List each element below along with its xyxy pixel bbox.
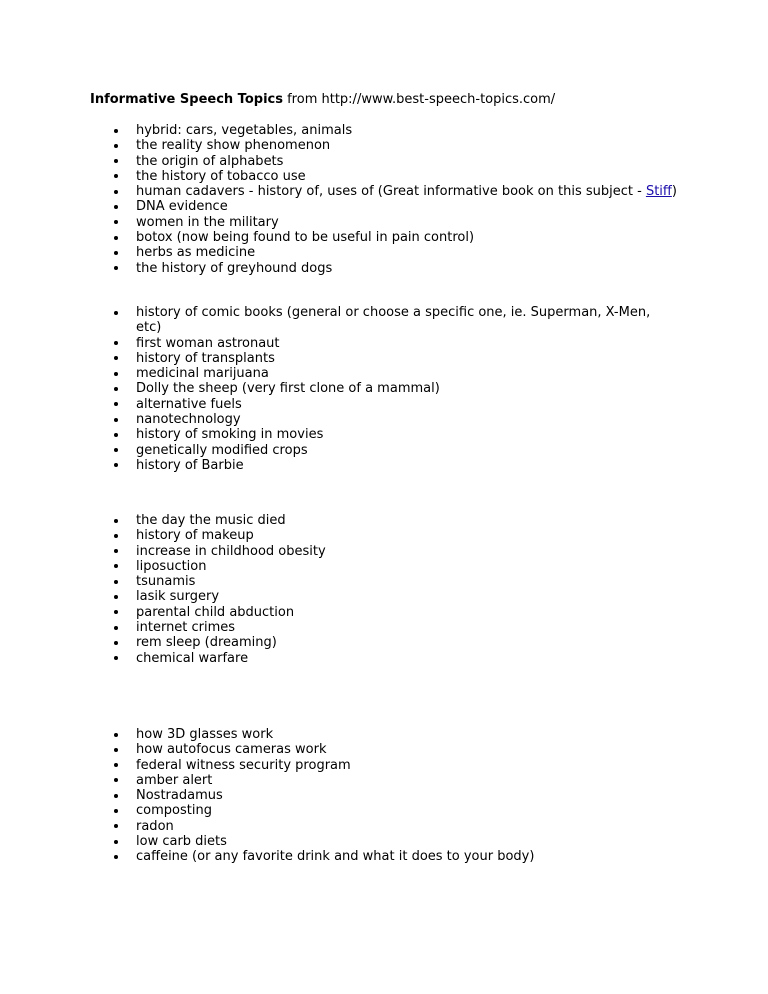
- list-item: alternative fuels: [0, 397, 656, 412]
- bullet-icon: [114, 794, 118, 798]
- bullet-icon: [114, 463, 118, 467]
- source-text: from http://www.best-speech-topics.com/: [287, 92, 556, 107]
- bullet-icon: [114, 144, 118, 148]
- bullet-icon: [114, 387, 118, 391]
- bullet-icon: [114, 236, 118, 240]
- list-item: genetically modified crops: [0, 443, 656, 458]
- list-item: tsunamis: [0, 574, 656, 589]
- list-item: hybrid: cars, vegetables, animals: [0, 123, 656, 138]
- bullet-icon: [114, 580, 118, 584]
- bullet-icon: [114, 641, 118, 645]
- bullet-icon: [114, 519, 118, 523]
- bullet-icon: [114, 220, 118, 224]
- list-item: Nostradamus: [0, 788, 656, 803]
- list-item: amber alert: [0, 773, 656, 788]
- list-item: how 3D glasses work: [0, 727, 656, 742]
- page-heading: [90, 92, 555, 107]
- list-item: nanotechnology: [0, 412, 656, 427]
- bullet-icon: [114, 549, 118, 553]
- bullet-icon: [114, 778, 118, 782]
- list-item: chemical warfare: [0, 651, 656, 666]
- list-item: parental child abduction: [0, 605, 656, 620]
- bullet-icon: [114, 840, 118, 844]
- list-item: medicinal marijuana: [0, 366, 656, 381]
- list-item: history of Barbie: [0, 458, 656, 473]
- bullet-icon: [114, 372, 118, 376]
- bullet-icon: [114, 251, 118, 255]
- bullet-icon: [114, 626, 118, 630]
- bullet-icon: [114, 595, 118, 599]
- list-item: the origin of alphabets: [0, 154, 656, 169]
- bullet-icon: [114, 855, 118, 859]
- list-item: the history of greyhound dogs: [0, 261, 656, 276]
- bullet-icon: [114, 824, 118, 828]
- list-item: the day the music died: [0, 513, 656, 528]
- list-item: liposuction: [0, 559, 656, 574]
- bullet-icon: [114, 733, 118, 737]
- bullet-icon: [114, 402, 118, 406]
- bullet-icon: [114, 564, 118, 568]
- bullet-icon: [114, 190, 118, 194]
- bullet-icon: [114, 129, 118, 133]
- topic-list-3: [0, 513, 656, 666]
- list-item: first woman astronaut: [0, 336, 656, 351]
- bullet-icon: [114, 159, 118, 163]
- list-item: low carb diets: [0, 834, 656, 849]
- bullet-icon: [114, 763, 118, 767]
- list-item: history of transplants: [0, 351, 656, 366]
- bullet-icon: [114, 656, 118, 660]
- bullet-icon: [114, 174, 118, 178]
- bullet-icon: [114, 534, 118, 538]
- list-item: DNA evidence: [0, 199, 656, 214]
- list-item: history of makeup: [0, 528, 656, 543]
- list-item: caffeine (or any favorite drink and what it does to your body): [0, 849, 656, 864]
- list-item: herbs as medicine: [0, 245, 656, 260]
- list-item: internet crimes: [0, 620, 656, 635]
- bullet-icon: [114, 433, 118, 437]
- list-item: rem sleep (dreaming): [0, 635, 656, 650]
- list-item: botox (now being found to be useful in pain control): [0, 230, 656, 245]
- list-item: Dolly the sheep (very first clone of a mammal): [0, 381, 656, 396]
- topic-list-4: [0, 727, 656, 865]
- list-item: the history of tobacco use: [0, 169, 656, 184]
- stiff-book-link[interactable]: Stiff: [645, 184, 672, 200]
- list-item: how autofocus cameras work: [0, 742, 656, 757]
- list-item: human cadavers - history of, uses of (Great informative book on this subject - Stiff): [0, 184, 656, 199]
- list-item: history of smoking in movies: [0, 427, 656, 442]
- bullet-icon: [114, 356, 118, 360]
- list-item: lasik surgery: [0, 589, 656, 604]
- bullet-icon: [114, 266, 118, 270]
- bullet-icon: [114, 418, 118, 422]
- topic-list-2: [0, 305, 656, 473]
- list-item: history of comic books (general or choose a specific one, ie. Superman, X-Men, etc): [0, 305, 656, 336]
- list-item: increase in childhood obesity: [0, 544, 656, 559]
- bullet-icon: [114, 809, 118, 813]
- topic-list-1: [0, 123, 677, 276]
- bullet-icon: [114, 610, 118, 614]
- list-item: federal witness security program: [0, 758, 656, 773]
- bullet-icon: [114, 205, 118, 209]
- bullet-icon: [114, 748, 118, 752]
- bullet-icon: [114, 341, 118, 345]
- list-item: composting: [0, 803, 656, 818]
- list-item: women in the military: [0, 215, 656, 230]
- page-title: Informative Speech Topics: [90, 92, 283, 107]
- list-item: radon: [0, 819, 656, 834]
- list-item: the reality show phenomenon: [0, 138, 656, 153]
- bullet-icon: [114, 448, 118, 452]
- bullet-icon: [114, 311, 118, 315]
